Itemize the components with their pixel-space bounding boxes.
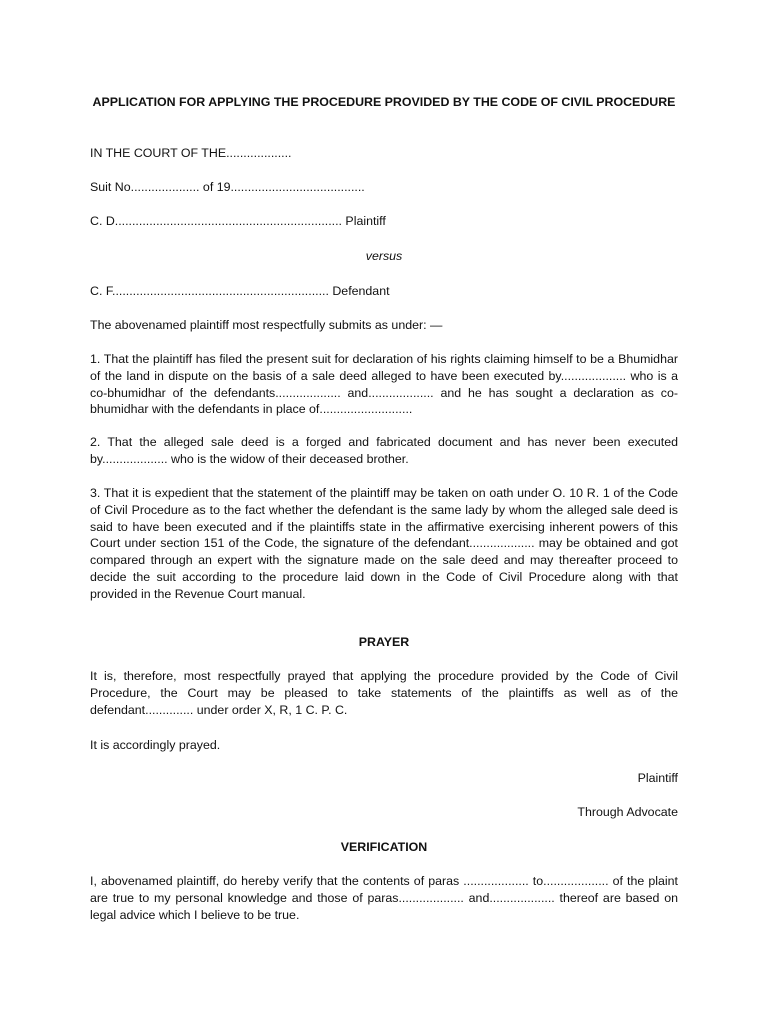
paragraph-1: 1. That the plaintiff has filed the present suit for declaration of his rights claiming himself to be a Bhumidhar of the land in dispute on the basis of a sale deed alleged to have been executed by................... who is a co-bhumidhar of the defendants................... and................... and he has sought a declaration as co-bhumidhar with the defendants in place of........................... — [90, 352, 678, 417]
prayer-text: It is, therefore, most respectfully prayed that applying the procedure provided by the Code of Civil Procedure, the Court may be pleased to take statements of the plaintiffs as well as of the defendant.............. under order X, R, 1 C. P. C. — [90, 669, 678, 717]
versus-label: versus — [365, 249, 403, 263]
accordingly-prayed: It is accordingly prayed. — [90, 738, 221, 752]
plaintiff-line: C. D.................................................................. Plaintiff — [90, 214, 386, 228]
intro-statement: The abovenamed plaintiff most respectfully submits as under: — — [90, 318, 443, 332]
defendant-line: C. F............................................................... Defendant — [90, 284, 390, 298]
paragraph-2: 2. That the alleged sale deed is a forged and fabricated document and has never been executed by................... who is the widow of their deceased brother. — [90, 435, 678, 466]
signature-plaintiff: Plaintiff — [637, 771, 678, 785]
paragraph-3: 3. That it is expedient that the statement of the plaintiff may be taken on oath under O. 10 R. 1 of the Code of Civil Procedure as to the fact whether the defendant is the same lady by whom the alleged sale deed is said to have been executed and if the plaintiffs state in the affirmative exercising inherent powers of this Court under section 151 of the Code, the signature of the defendant................... may be obtained and got compared through an expert with the signature made on the sale deed and may thereafter proceed to decide the suit according to the procedure laid down in the Code of Civil Procedure along with that provided in the Revenue Court manual. — [90, 486, 678, 601]
court-line: IN THE COURT OF THE................... — [90, 146, 292, 160]
verification-text: I, abovenamed plaintiff, do hereby verify that the contents of paras ................... to................... of the plaint are true to my personal knowledge and those of paras................... and................... thereof are based on legal advice which I believe to be true. — [90, 874, 678, 922]
document-title: APPLICATION FOR APPLYING THE PROCEDURE PROVIDED BY THE CODE OF CIVIL PROCEDURE — [92, 95, 676, 109]
signature-advocate: Through Advocate — [577, 805, 678, 819]
verification-heading: VERIFICATION — [340, 840, 428, 854]
suit-number-line: Suit No.................... of 19....................................... — [90, 180, 365, 194]
prayer-heading: PRAYER — [358, 635, 410, 649]
